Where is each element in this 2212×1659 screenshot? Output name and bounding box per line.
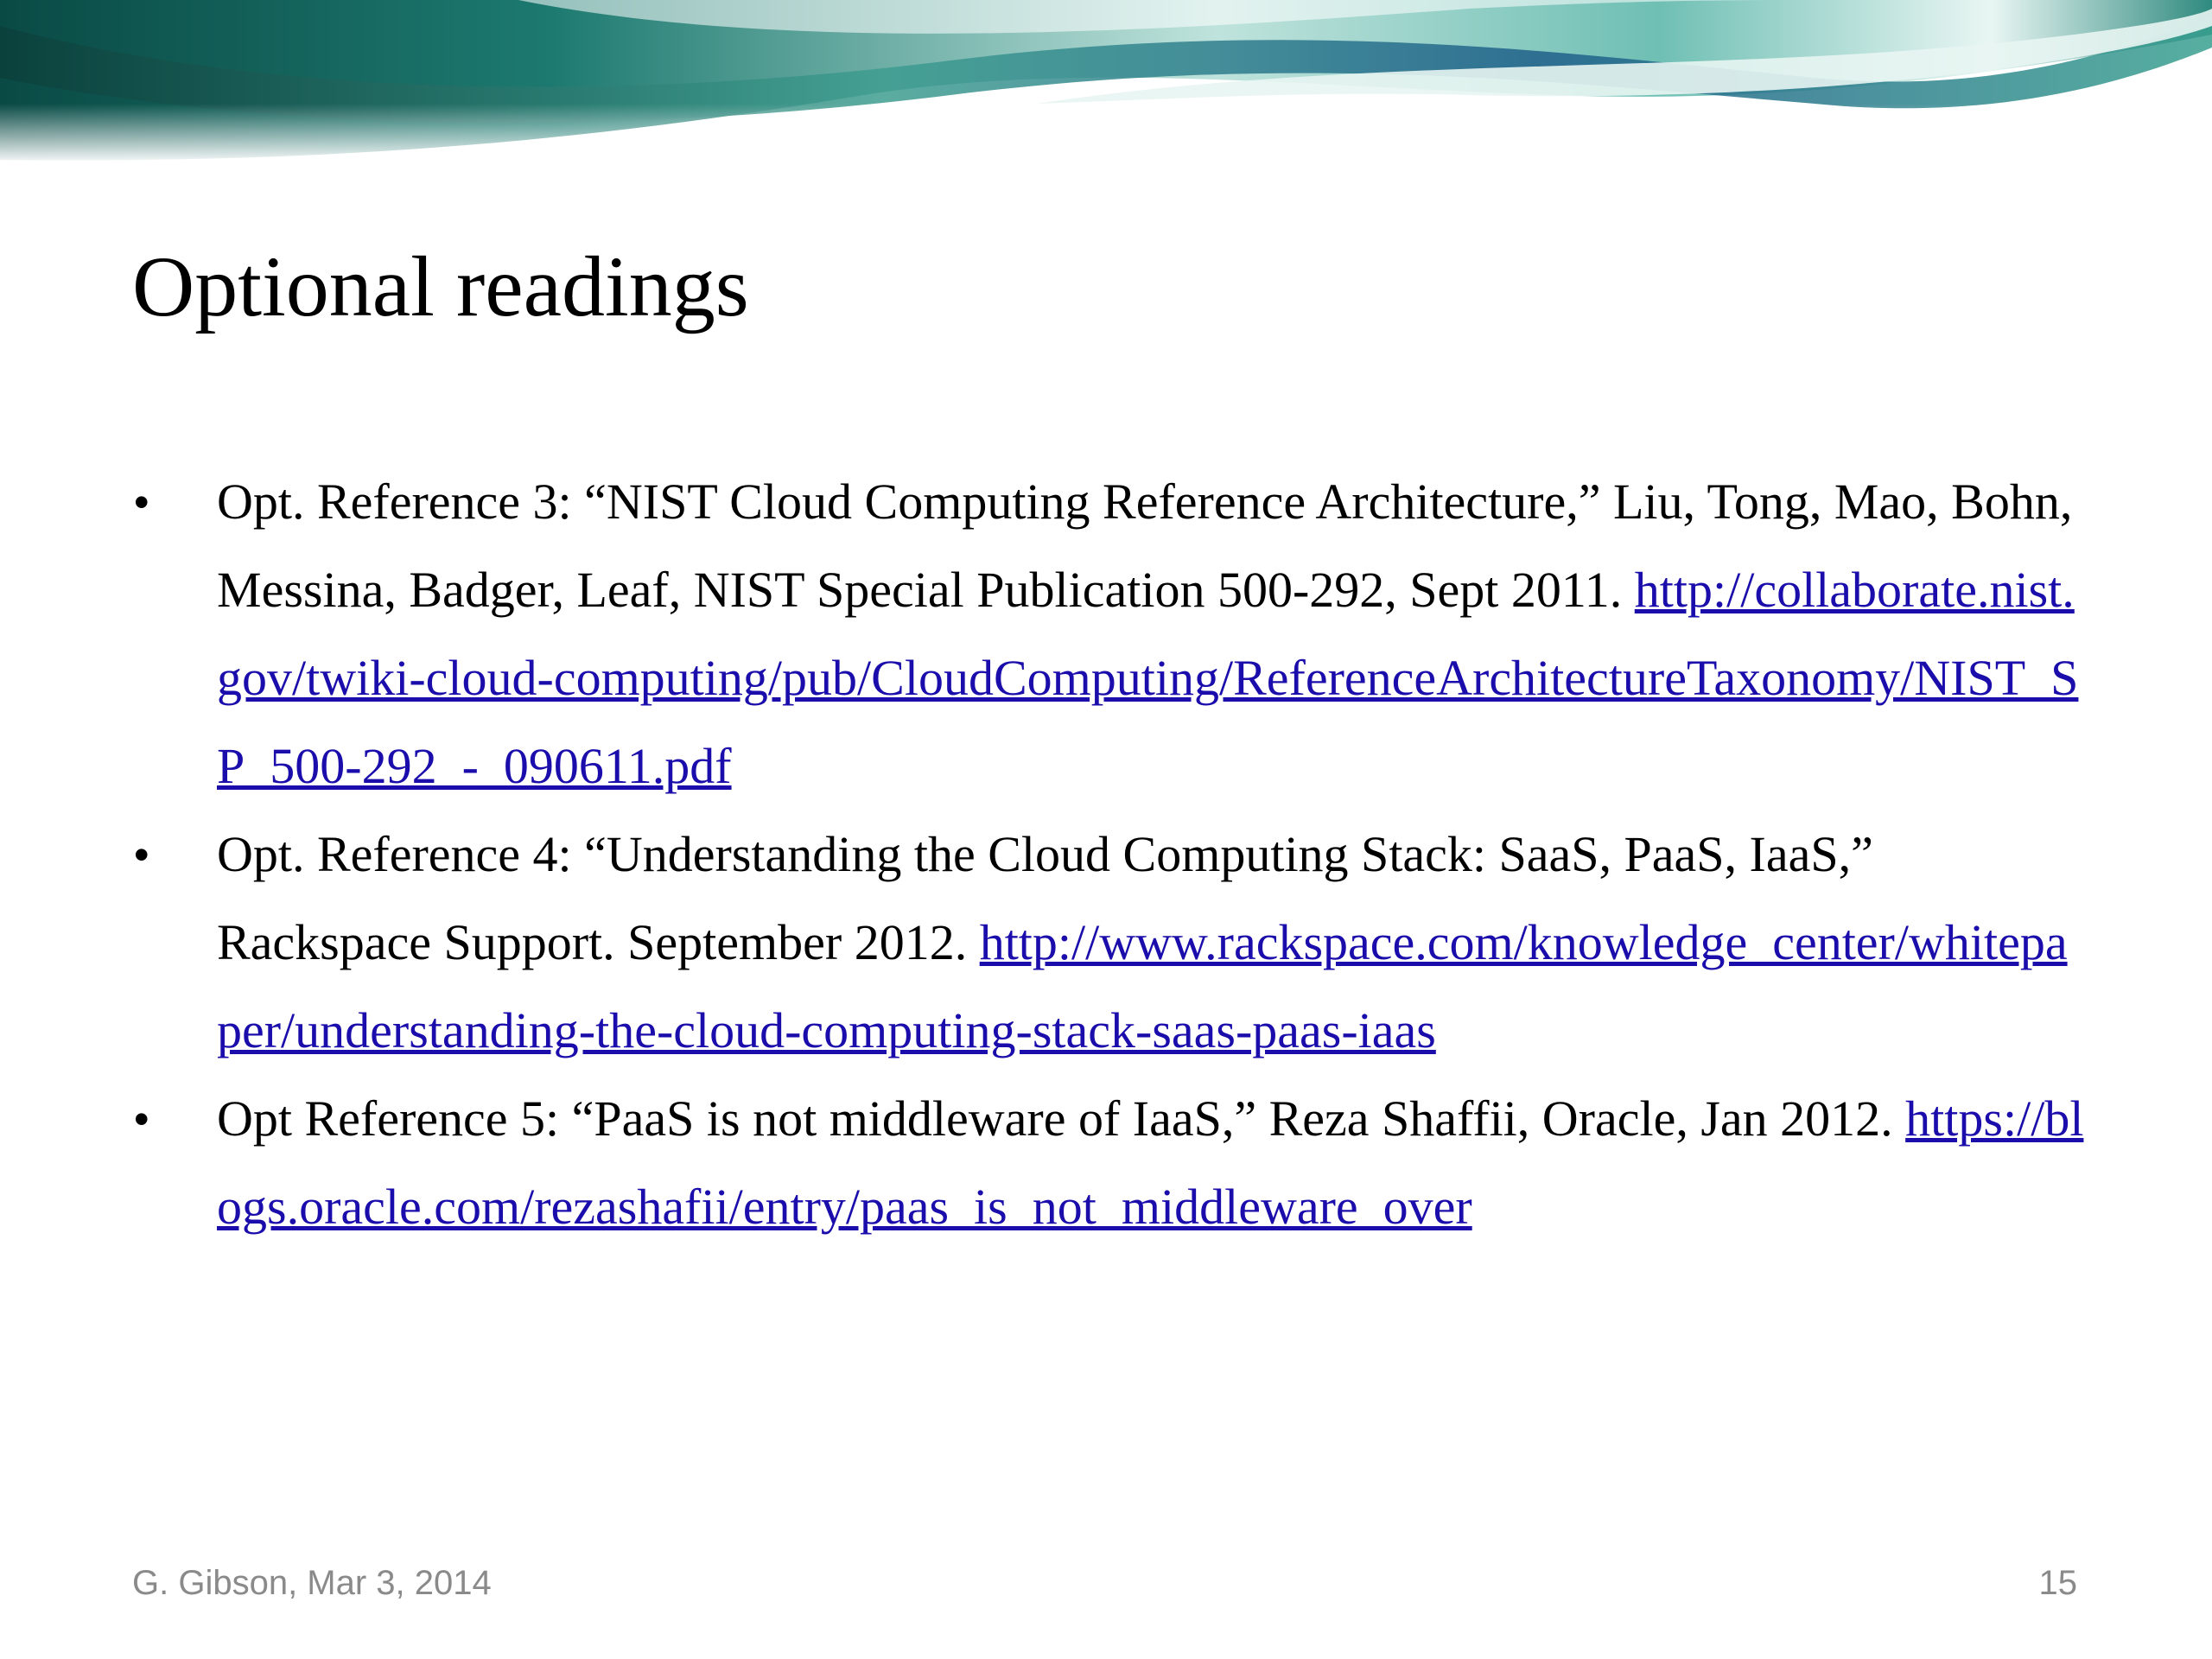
bullet-icon: • xyxy=(134,830,149,879)
slide-title: Optional readings xyxy=(132,238,749,334)
reference-text: Opt Reference 5: “PaaS is not middleware of IaaS,” Reza Shaffii, Oracle, Jan 2012. xyxy=(217,1090,1893,1147)
reference-link[interactable]: https://blogs.oracle.com/rezashafii/entry/paas_is_not_middleware_over xyxy=(217,1090,2084,1235)
page-number: 15 xyxy=(2038,1564,2077,1602)
reference-item xyxy=(132,1075,2085,1251)
reference-text: Opt. Reference 4: “Understanding the Cloud Computing Stack: SaaS, PaaS, IaaS,” Rackspace Support. September 2012. xyxy=(217,826,1873,970)
reference-list xyxy=(132,458,2085,1251)
bullet-icon: • xyxy=(134,1095,149,1143)
footer-author-date: G. Gibson, Mar 3, 2014 xyxy=(132,1564,492,1602)
bullet-icon: • xyxy=(134,478,149,526)
reference-item xyxy=(132,810,2085,1075)
reference-link[interactable]: http://www.rackspace.com/knowledge_center/whitepaper/understanding-the-cloud-computing-stack-saas-paas-iaas xyxy=(217,914,2068,1058)
reference-item xyxy=(132,458,2085,810)
reference-text: Opt. Reference 3: “NIST Cloud Computing Reference Architecture,” Liu, Tong, Mao, Bohn, Messina, Badger, Leaf, NIST Special Publication 500-292, Sept 2011. xyxy=(217,474,2073,618)
reference-link[interactable]: http://collaborate.nist.gov/twiki-cloud-computing/pub/CloudComputing/ReferenceArchitectureTaxonomy/NIST_SP_500-292_-_090611.pdf xyxy=(217,562,2079,794)
header-banner xyxy=(0,0,2212,164)
